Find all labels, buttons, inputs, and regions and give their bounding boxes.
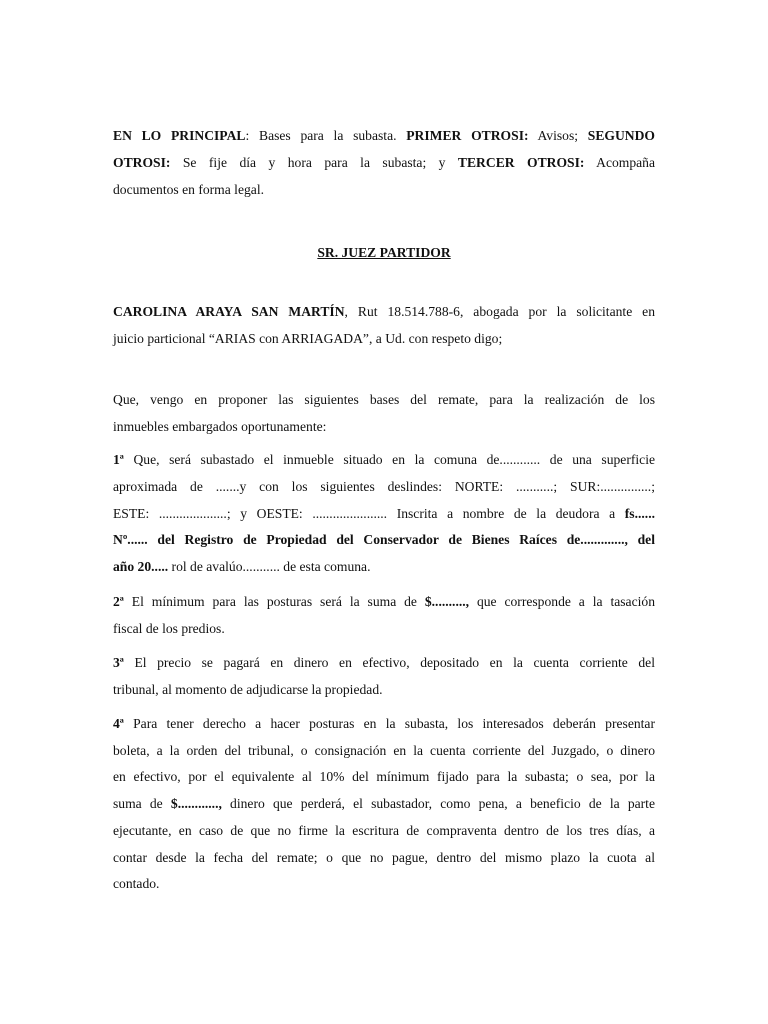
base-4-number: 4ª [113, 716, 124, 731]
base-3-line-2: tribunal, al momento de adjudicarse la propiedad. [113, 681, 383, 697]
que-line-1: Que, vengo en proponer las siguientes bases del remate, para la realización de los [113, 392, 655, 407]
summa-tercer-otrosi-text: Acompaña [584, 155, 656, 170]
base-2-line-1-text: El mínimum para las posturas será la suma de [123, 594, 425, 609]
base-1-line-1 [113, 447, 655, 474]
base-4-line-2: boleta, a la orden del tribunal, o consignación en la cuenta corriente del Juzgado, o dinero [113, 742, 655, 758]
base-2-amount: $.........., [424, 594, 470, 609]
intro-paragraph [113, 298, 655, 352]
intro-line-1-text: , Rut 18.514.788-6, abogada por la solicitante en [344, 304, 656, 319]
summa-tercer-otrosi-label: TERCER OTROSI: [457, 155, 585, 170]
base-2-paragraph [113, 589, 655, 642]
summa-segundo-otrosi-text: Se fije día y hora para la subasta; y [170, 155, 458, 170]
base-1-line-4 [113, 527, 655, 554]
base-4-line-6: contar desde la fecha del remate; o que no pague, dentro del mismo plazo la cuota al [113, 849, 655, 865]
base-4-line-3: en efectivo, por el equivalente al 10% del mínimum fijado para la subasta; o sea, por la [113, 769, 655, 785]
summa-principal-text: : Bases para la subasta. [245, 128, 407, 143]
base-1-year: año 20..... [113, 559, 169, 575]
base-3-paragraph [113, 650, 655, 703]
base-1-registro: Nº...... del Registro de Propiedad del Conservador de Bienes Raíces de............., del [113, 532, 655, 548]
base-4-line-4 [113, 791, 655, 818]
base-2-number: 2ª [113, 594, 124, 609]
base-3-line-1 [113, 650, 655, 677]
summa-line-1 [113, 122, 655, 149]
base-1-line-3 [113, 501, 655, 528]
base-1-line-2: aproximada de .......y con los siguientes deslindes: NORTE: ...........; SUR:...............; [113, 478, 655, 494]
summa-principal-label: EN LO PRINCIPAL [113, 128, 246, 143]
intro-line-2: juicio particional “ARIAS con ARRIAGADA”, a Ud. con respeto digo; [113, 331, 503, 346]
base-1-fojas: fs...... [624, 505, 655, 521]
base-1-line-5 [113, 554, 655, 581]
base-1-number: 1ª [113, 452, 124, 467]
base-4-line-1-text: Para tener derecho a hacer posturas en la subasta, los interesados deberán presentar [123, 716, 655, 731]
base-4-line-7: contado. [113, 876, 160, 892]
base-4-amount: $............, [170, 796, 222, 812]
summa-line-3: documentos en forma legal. [113, 182, 264, 197]
que-paragraph [113, 386, 655, 440]
base-3-line-1-text: El precio se pagará en dinero en efectivo, depositado en la cuenta corriente del [123, 655, 655, 670]
base-4-line-5: ejecutante, en caso de que no firme la escritura de compraventa dentro de los tres días, a [113, 822, 655, 838]
base-1-paragraph [113, 447, 655, 581]
base-1-rol-text: rol de avalúo........... de esta comuna. [168, 559, 371, 575]
intro-line-1 [113, 298, 655, 325]
base-1-line-3-text: ESTE: ....................; y OESTE: ...................... Inscrita a nombre de la deudora a [113, 505, 625, 521]
base-4-line-4-text: suma de [113, 796, 171, 812]
summa-primer-otrosi-text: Avisos; [528, 128, 588, 143]
summa-otrosi-label: OTROSI: [113, 155, 171, 170]
base-2-line-1 [113, 589, 655, 616]
summa-segundo-label: SEGUNDO [587, 128, 655, 143]
base-2-line-1-rest: que corresponde a la tasación [469, 594, 655, 609]
base-4-line-1 [113, 711, 655, 738]
base-1-line-1-text: Que, será subastado el inmueble situado en la comuna de............ de una superficie [123, 452, 655, 467]
summa-primer-otrosi-label: PRIMER OTROSI: [406, 128, 529, 143]
base-3-number: 3ª [113, 655, 124, 670]
base-4-line-4-rest: dinero que perderá, el subastador, como pena, a beneficio de la parte [221, 796, 655, 812]
lawyer-name: CAROLINA ARAYA SAN MARTÍN [113, 304, 345, 319]
summa-line-2 [113, 149, 655, 176]
base-2-line-2: fiscal de los predios. [113, 620, 225, 636]
summa-paragraph [113, 122, 655, 203]
addressee-title: SR. JUEZ PARTIDOR [317, 245, 451, 260]
base-4-paragraph [113, 711, 655, 898]
que-line-2: inmuebles embargados oportunamente: [113, 419, 327, 434]
